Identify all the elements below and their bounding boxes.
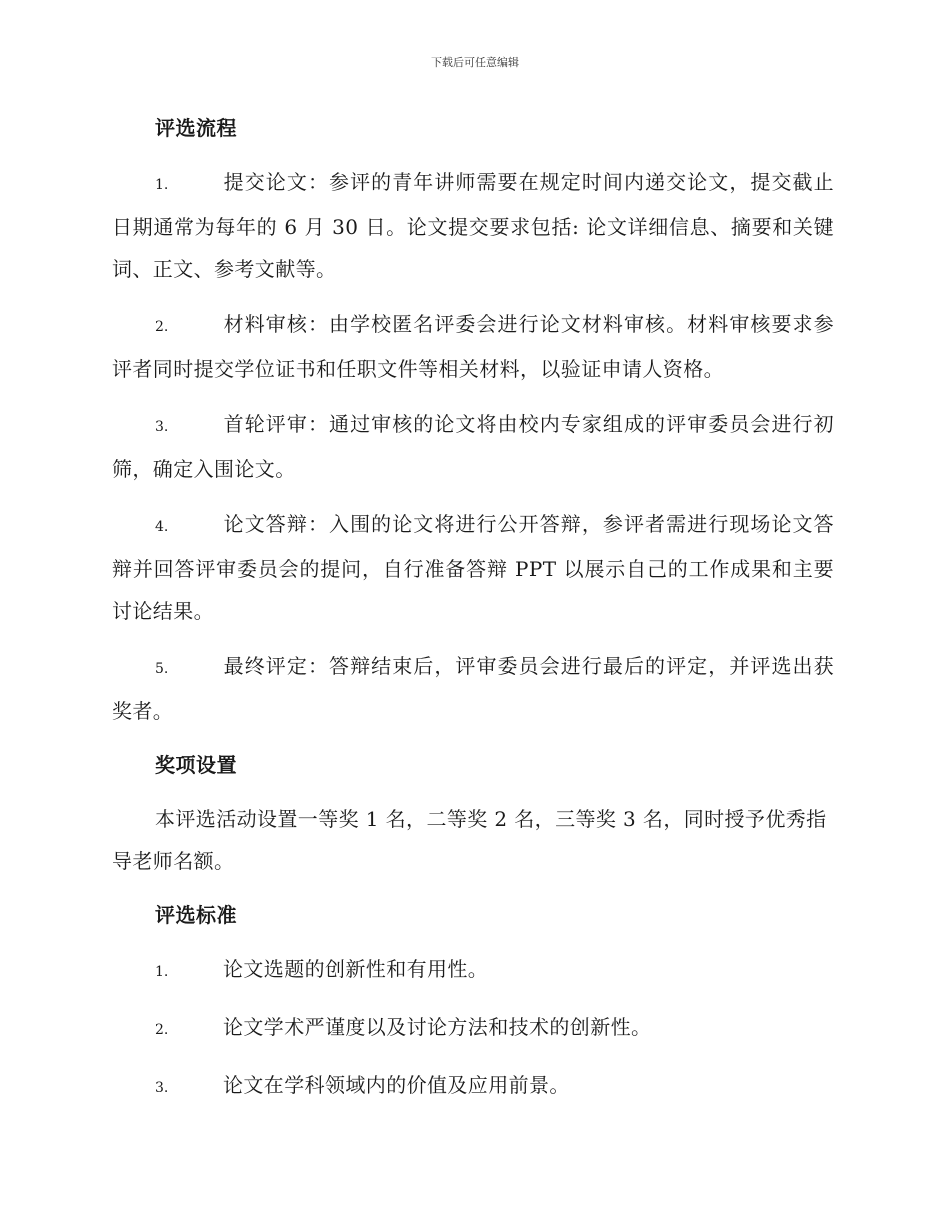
criteria-item-2 [112,1006,834,1051]
list-item-text: 材料审核：由学校匿名评委会进行论文材料审核。材料审核要求参评者同时提交学位证书和任职文件等相关材料，以验证申请人资格。 [112,312,834,381]
list-item-text: 提交论文：参评的青年讲师需要在规定时间内递交论文，提交截止日期通常为每年的 6 月 30 日。论文提交要求包括: 论文详细信息、摘要和关键词、正文、参考文献等。 [112,170,834,281]
criteria-item-1 [112,948,834,993]
list-number: 5. [155,661,169,677]
section-heading-awards: 奖项设置 [155,753,237,777]
list-item-text: 论文学术严谨度以及讨论方法和技术的创新性。 [223,1015,652,1039]
criteria-item-3 [112,1064,834,1109]
list-item-text: 论文选题的创新性和有用性。 [223,957,489,981]
list-number: 2. [155,319,169,335]
list-item-text: 论文在学科领域内的价值及应用前景。 [223,1073,570,1097]
list-number: 2. [155,1022,169,1038]
page-header: 下载后可任意编辑 [431,56,519,69]
list-number: 3. [155,1080,169,1096]
process-item-4 [112,503,834,632]
list-number: 4. [155,519,169,535]
section-heading-criteria: 评选标准 [155,903,237,927]
section-heading-process: 评选流程 [155,116,237,140]
process-item-1 [112,161,834,290]
process-item-3 [112,403,834,490]
list-item-text: 最终评定：答辩结束后，评审委员会进行最后的评定，并评选出获奖者。 [112,654,834,723]
list-number: 1. [155,177,169,193]
document-body [112,108,834,1109]
process-item-2 [112,303,834,390]
awards-paragraph: 本评选活动设置一等奖 1 名，二等奖 2 名，三等奖 3 名，同时授予优秀指导老师名额。 [112,807,827,873]
list-item-text: 论文答辩：入围的论文将进行公开答辩，参评者需进行现场论文答辩并回答评审委员会的提问，自行准备答辩 PPT 以展示自己的工作成果和主要讨论结果。 [112,512,834,623]
process-item-5 [112,645,834,732]
list-number: 3. [155,419,169,435]
list-item-text: 首轮评审：通过审核的论文将由校内专家组成的评审委员会进行初筛，确定入围论文。 [112,412,834,481]
list-number: 1. [155,964,169,980]
